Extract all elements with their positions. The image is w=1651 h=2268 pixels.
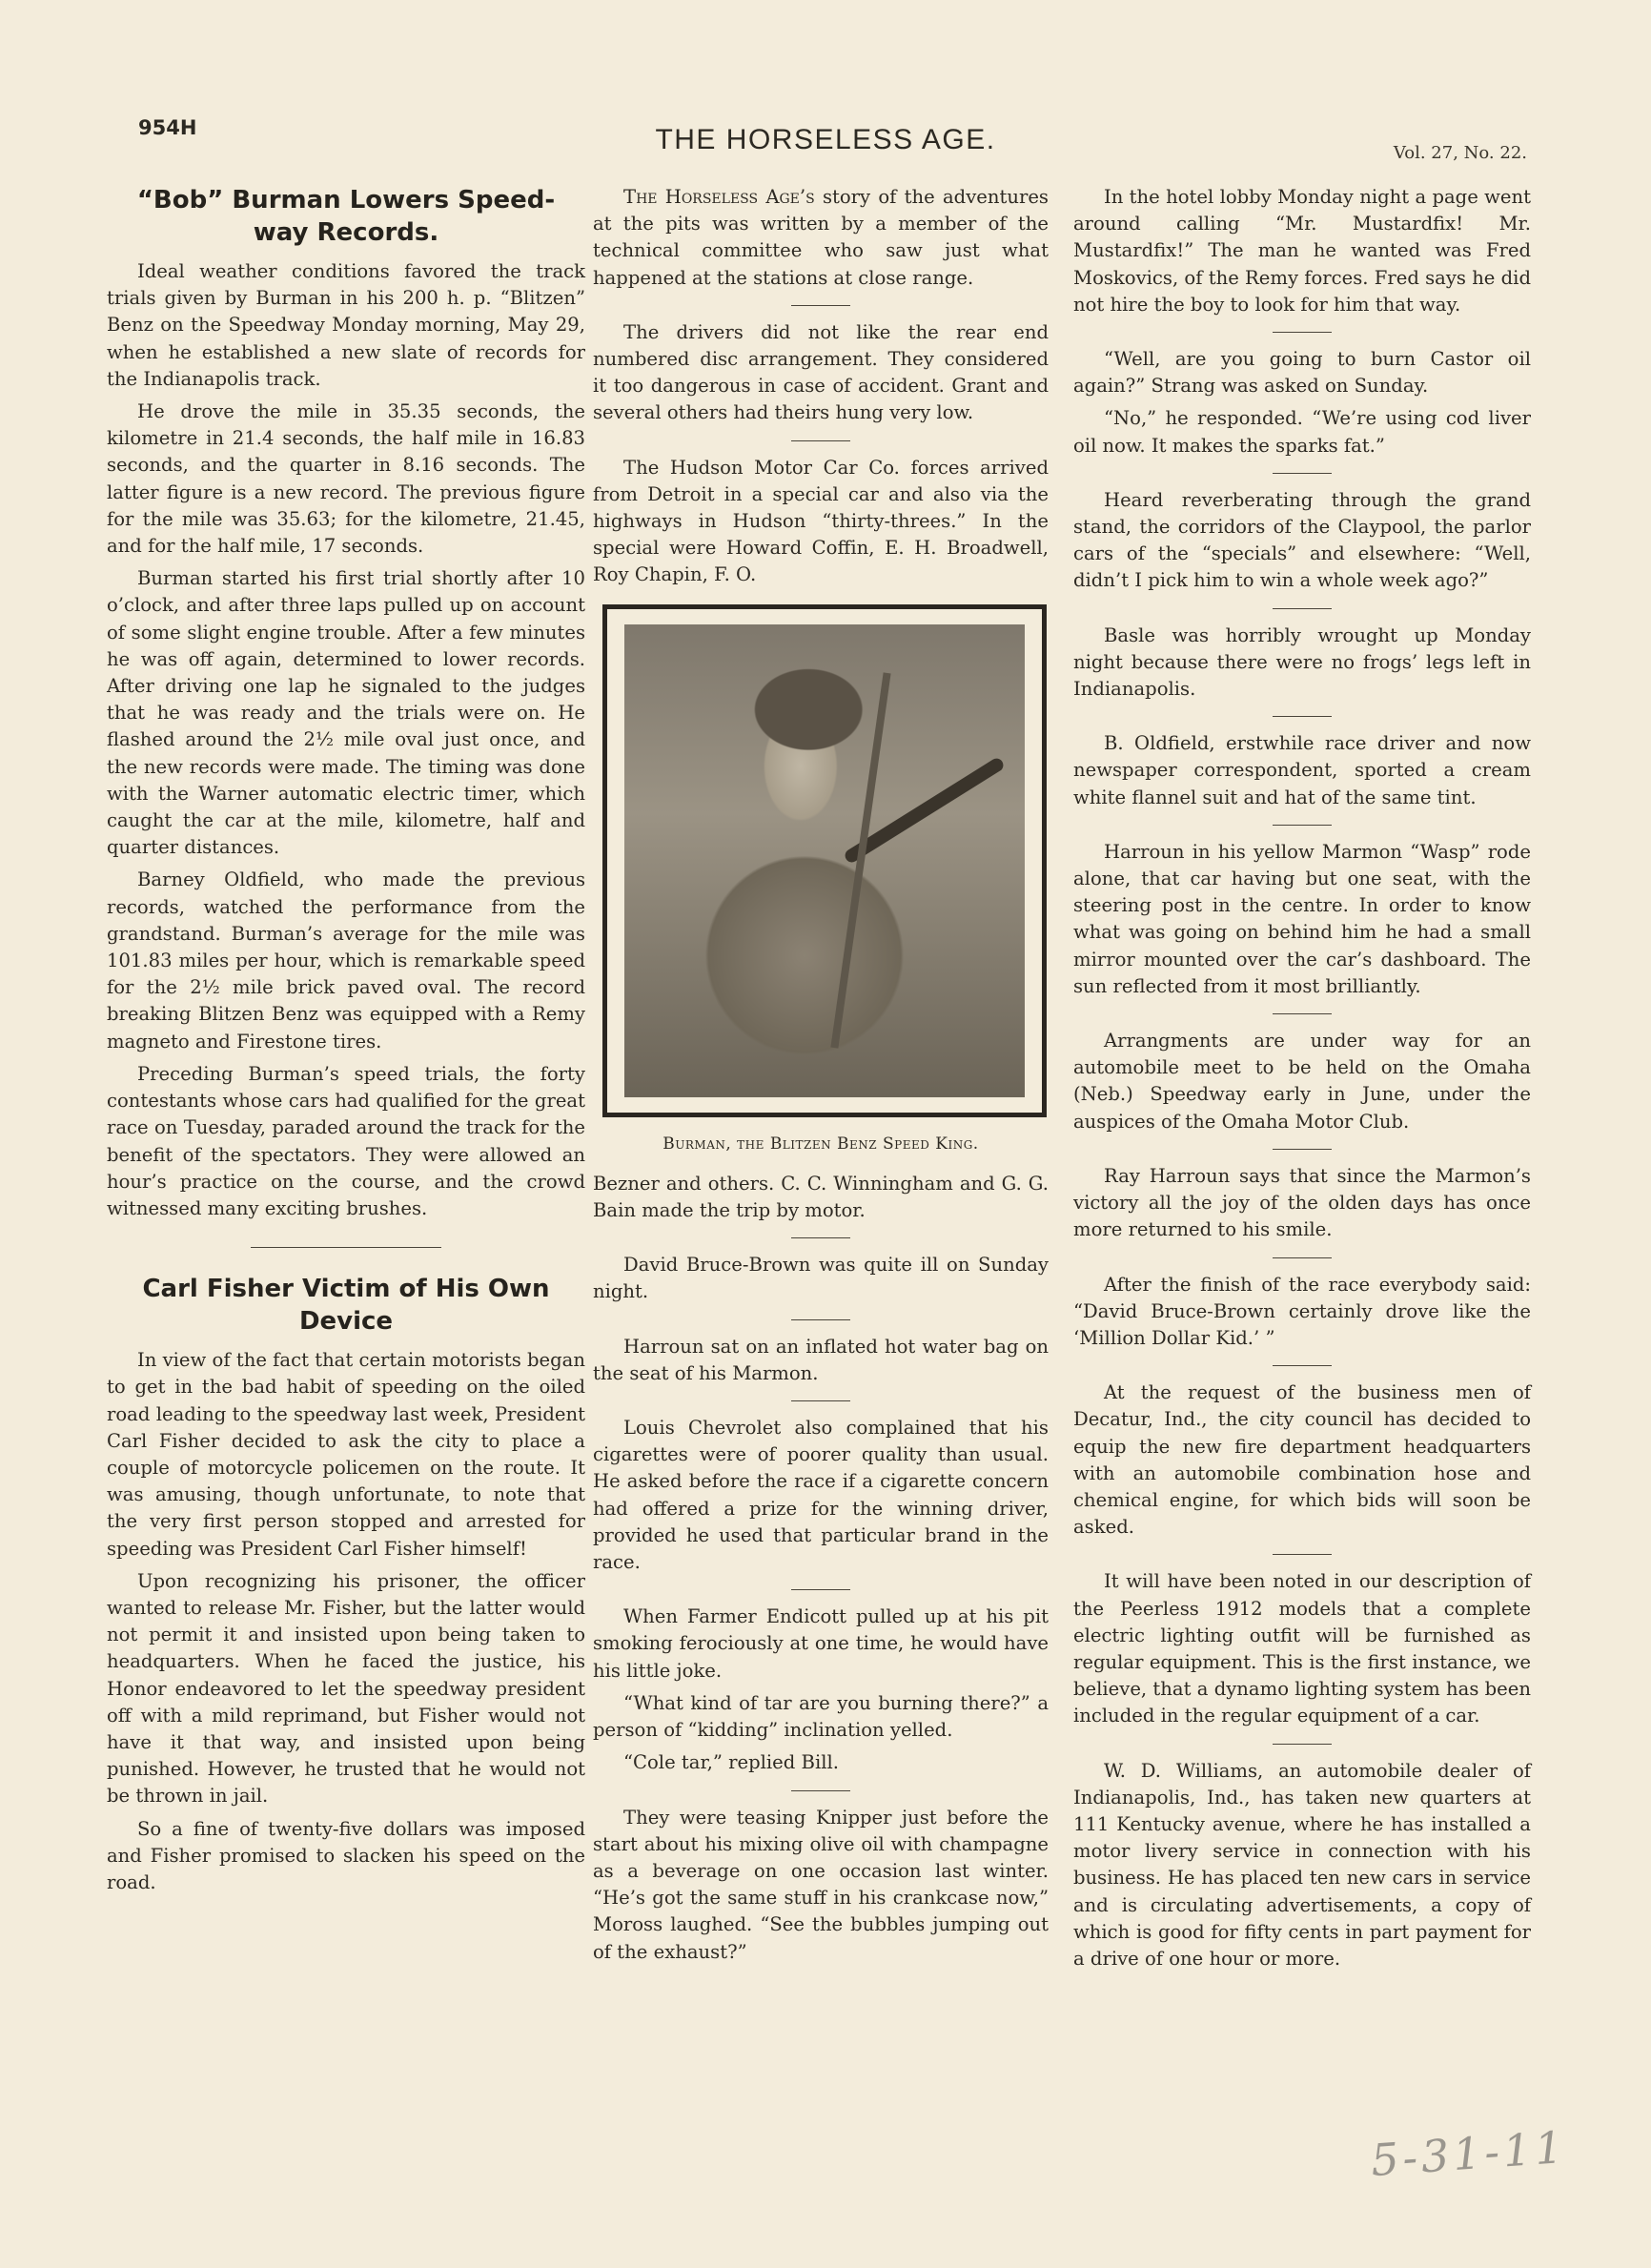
item-divider [1273,608,1332,609]
news-item: When Farmer Endicott pulled up at his pit smoking ferociously at one time, he would have his little joke. [593,1605,1049,1682]
item-divider [1273,1744,1332,1745]
volume-issue: Vol. 27, No. 22. [1393,143,1527,163]
column-1 [107,184,585,1902]
article-headline-fisher [107,1273,585,1338]
news-item: Heard reverberating through the grand stand, the corridors of the Claypool, the parlor cars of the “specials” and elsewhere: “Well, didn’t I pick him to win a whole week ago?” [1073,488,1531,592]
news-item: It will have been noted in our description of the Peerless 1912 models that a complete electric lighting outfit will be furnished as regular equipment. This is the first instance, we believe, that a dynamo lighting system has been included in the regular equipment of a car. [1073,1570,1531,1727]
news-item: David Bruce-Brown was quite ill on Sunday night. [593,1254,1049,1303]
article-paragraph: Barney Oldfield, who made the previous records, watched the performance from the grandstand. Burman’s average for the mile was 101.83 miles per hour, which is remarkable speed for the 2½ mile brick paved oval. The record breaking Blitzen Benz was equipped with a Remy magneto and Firestone tires. [107,868,585,1052]
item-divider [791,1237,850,1238]
headline-line: “Bob” Burman Lowers Speed- [136,186,556,215]
headline-line: way Records. [253,218,439,247]
pits-intro-text: story of the adventures at the pits was written by a member of the technical committee who saw just what happened at the stations at close range. [593,186,1049,289]
item-divider [791,1790,850,1791]
handwritten-date-annotation: 5-31-11 [1369,2120,1569,2187]
item-divider [791,1400,850,1401]
article-paragraph: Ideal weather conditions favored the track trials given by Burman in his 200 h. p. “Blitzen” Benz on the Speedway Monday morning, May 29, when he established a new slate of records for the Indianapolis track. [107,260,585,390]
article-paragraph: Upon recognizing his prisoner, the officer wanted to release Mr. Fisher, but the latter would not permit it and insisted upon being taken to headquarters. When he faced the justice, his Honor endeavored to let the speedway president off with a mild reprimand, but Fisher would not have it that way, and insisted upon being punished. However, he trusted that he would not be thrown in jail. [107,1569,585,1808]
item-divider [791,1589,850,1590]
news-item: Ray Harroun says that since the Marmon’s victory all the joy of the olden days has once more returned to his smile. [1073,1164,1531,1241]
article-paragraph: So a fine of twenty-five dollars was imposed and Fisher promised to slacken his speed on the road. [107,1817,585,1893]
article-headline-burman [107,184,585,249]
news-item: In the hotel lobby Monday night a page went around calling “Mr. Mustardfix! Mr. Mustardfix!” The man he wanted was Fred Moskovics, of the Remy forces. Fred says he did not hire the boy to look for him that way. [1073,186,1531,316]
publication-title: THE HORSELESS AGE. [655,124,996,155]
pits-intro [593,184,1049,292]
article-paragraph: He drove the mile in 35.35 seconds, the kilometre in 21.4 seconds, the half mile in 16.83 seconds, and the quarter in 8.16 seconds. The latter figure is a new record. The previous figure for the mile was 35.63; for the kilometre, 21.45, and for the half mile, 17 seconds. [107,400,585,558]
section-divider [251,1247,441,1248]
news-item: The Hudson Motor Car Co. forces arrived from Detroit in a special car and also via the highways in Hudson “thirty-threes.” In the special were Howard Coffin, E. H. Broadwell, Roy Chapin, F. O. [593,456,1049,586]
page-number: 954H [138,116,197,139]
item-divider [1273,1257,1332,1258]
item-divider [1273,332,1332,333]
news-item: Harroun in his yellow Marmon “Wasp” rode alone, that car having but one seat, with the steering post in the centre. In order to know what was going on behind him he had a small mirror mounted over the car’s dashboard. The sun reflected from it most brilliantly. [1073,840,1531,997]
photo-caption: Burman, the Blitzen Benz Speed King. [662,1134,979,1154]
photo-frame [602,604,1047,1117]
news-item: They were teasing Knipper just before the start about his mixing olive oil with champagne as a beverage on one occasion last winter. “He’s got the same stuff in his crankcase now,” Moross laughed. “See the bubbles jumping out of the exhaust?” [593,1806,1049,1963]
news-item: “No,” he responded. “We’re using cod liver oil now. It makes the sparks fat.” [1073,407,1531,457]
driver-portrait-photo [624,624,1025,1097]
news-item-continued: Bezner and others. C. C. Winningham and G. G. Bain made the trip by motor. [593,1172,1049,1222]
news-item: B. Oldfield, erstwhile race driver and now newspaper correspondent, sported a cream white flannel suit and hat of the same tint. [1073,732,1531,808]
article-paragraph: In view of the fact that certain motorists began to get in the bad habit of speeding on the oiled road leading to the speedway last week, President Carl Fisher decided to ask the city to place a couple of motorcycle policemen on the route. It was amusing, though unfortunate, to note that the very first person stopped and arrested for speeding was President Carl Fisher himself! [107,1349,585,1560]
news-item: At the request of the business men of Decatur, Ind., the city council has decided to equip the new fire department headquarters with an automobile combination hose and chemical engine, for which bids will soon be asked. [1073,1381,1531,1539]
news-item: “What kind of tar are you burning there?” a person of “kidding” inclination yelled. [593,1691,1049,1742]
news-item: Louis Chevrolet also complained that his cigarettes were of poorer quality than usual. He asked before the race if a cigarette concern had offered a prize for the winning driver, provided he used that particular brand in the race. [593,1417,1049,1574]
item-divider [1273,1365,1332,1366]
item-divider [791,305,850,306]
news-item: “Well, are you going to burn Castor oil again?” Strang was asked on Sunday. [1073,348,1531,398]
news-item: The drivers did not like the rear end numbered disc arrangement. They considered it too dangerous in case of accident. Grant and several others had theirs hung very low. [593,320,1049,424]
item-divider [791,1319,850,1320]
column-3 [1073,184,1531,1978]
item-divider [1273,716,1332,717]
news-item: After the finish of the race everybody said: “David Bruce-Brown certainly drove like the ‘Million Dollar Kid.’ ” [1073,1273,1531,1349]
item-divider [791,440,850,441]
magazine-name-smallcaps: The Horseless Age’s [623,186,815,208]
item-divider [1273,1013,1332,1014]
news-item: W. D. Williams, an automobile dealer of Indianapolis, Ind., has taken new quarters at 111 Kentucky avenue, where he has installed a motor livery service in connection with his business. He has placed ten new cars in service and is circulating advertisements, a copy of which is good for fifty cents in part payment for a drive of one hour or more. [1073,1759,1531,1970]
item-divider [1273,825,1332,826]
item-divider [1273,473,1332,474]
item-divider [1273,1554,1332,1555]
news-item: Harroun sat on an inflated hot water bag on the seat of his Marmon. [593,1335,1049,1384]
news-item: Arrangments are under way for an automobile meet to be held on the Omaha (Neb.) Speedway early in June, under the auspices of the Omaha Motor Club. [1073,1030,1531,1133]
item-divider [1273,1149,1332,1150]
headline-line: Carl Fisher Victim of His Own [142,1275,550,1304]
news-item: “Cole tar,” replied Bill. [623,1751,839,1774]
article-paragraph: Preceding Burman’s speed trials, the forty contestants whose cars had qualified for the great race on Tuesday, paraded around the track for the benefit of the spectators. They were allowed an hour’s practice on the course, and the crowd witnessed many exciting brushes. [107,1062,585,1219]
column-2 [593,184,1049,1972]
news-item: Basle was horribly wrought up Monday night because there were no frogs’ legs left in Indianapolis. [1073,623,1531,701]
article-paragraph: Burman started his first trial shortly after 10 o’clock, and after three laps pulled up on account of some slight engine trouble. After a few minutes he was off again, determined to lower records. After driving one lap he signaled to the judges that he was ready and the trials were on. He flashed around the 2½ mile oval just once, and the new records were made. The timing was done with the Warner automatic electric timer, which caught the car at the mile, kilometre, half and quarter distances. [107,567,585,859]
headline-line: Device [298,1307,394,1337]
